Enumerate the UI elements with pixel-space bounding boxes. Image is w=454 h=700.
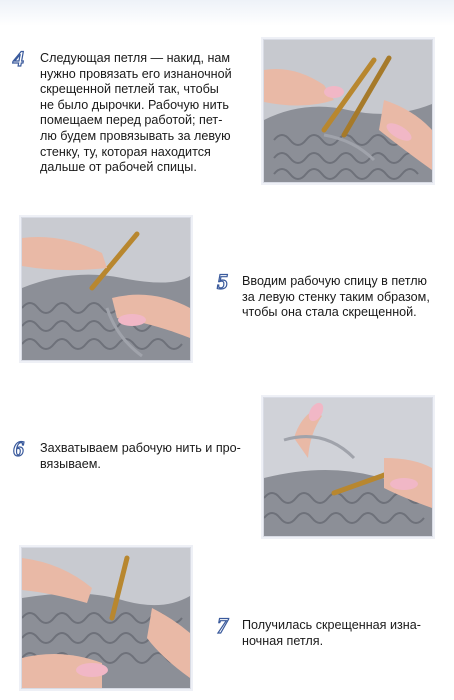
step-4-photo (264, 40, 432, 182)
step-5-photo (22, 218, 190, 360)
knitting-photo-5 (22, 218, 190, 360)
step-4-number: 4 (13, 46, 24, 71)
step-6-photo (264, 398, 432, 536)
top-decorative-band (0, 0, 454, 26)
step-7-text: Получилась скрещенная изна- ночная петля. (242, 618, 421, 648)
step-7-number: 7 (217, 613, 228, 638)
step-5-text: Вводим рабочую спицу в петлю за левую стенку таким образом, чтобы она стала скрещенной. (242, 274, 430, 320)
knitting-photo-4 (264, 40, 432, 182)
step-5-number: 5 (217, 269, 228, 294)
knitting-photo-6 (264, 398, 432, 536)
step-6-text: Захватываем рабочую нить и про- вязываем. (40, 441, 241, 471)
step-7-photo (22, 548, 190, 688)
step-6-number: 6 (13, 436, 24, 461)
knitting-photo-7 (22, 548, 190, 688)
step-4-text: Следующая петля — накид, нам нужно провязать его изнаночной скрещенной петлей так, чтобы не было дырочки. Рабочую нить помещаем перед работой; пет- лю будем провязывать за левую стенку, ту, которая находится дальше от рабочей спицы. (40, 51, 232, 175)
